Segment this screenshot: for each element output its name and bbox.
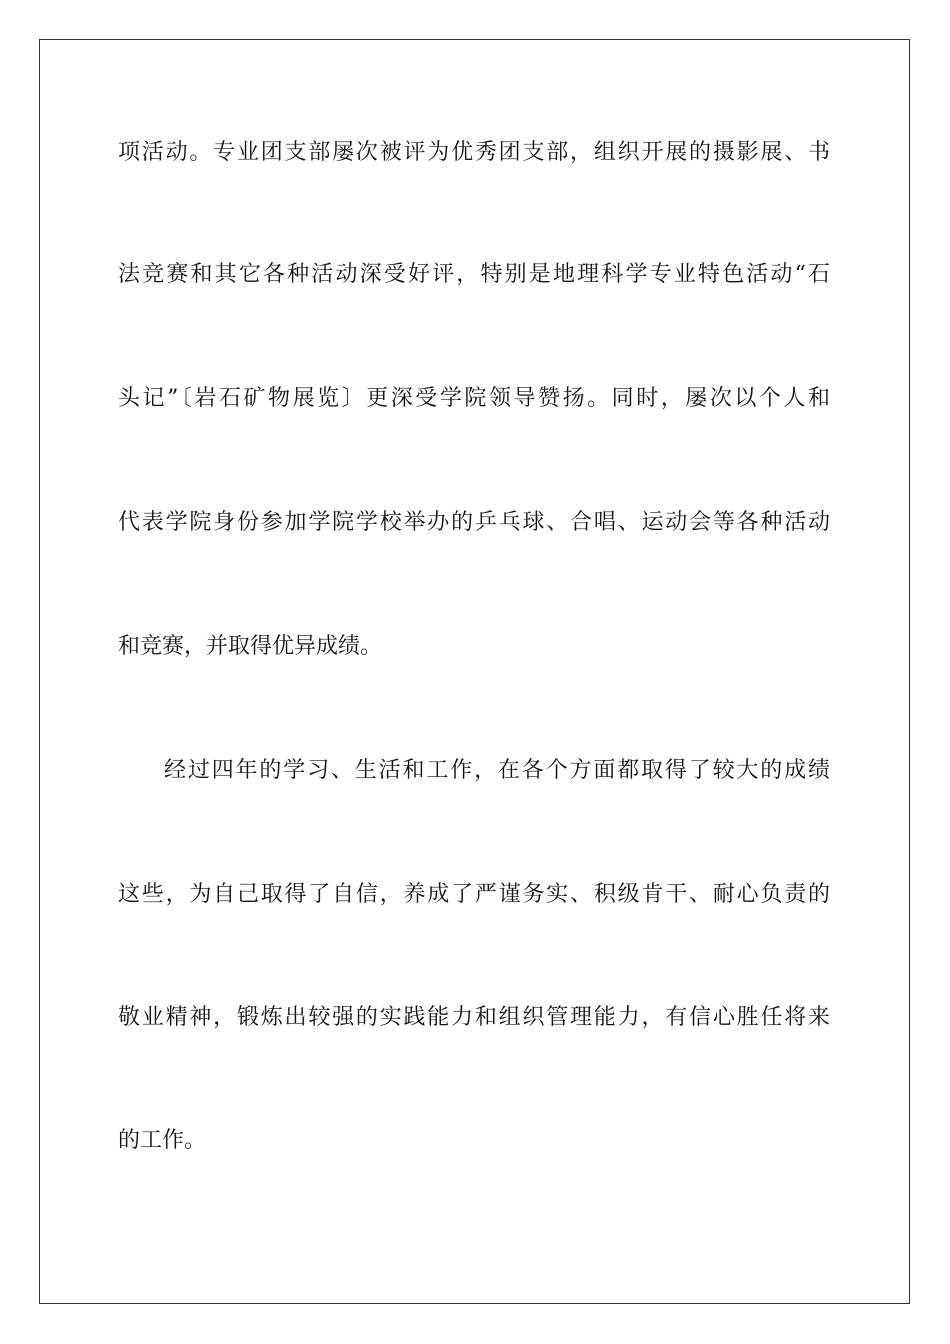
paragraph-2-line-2: 这些，为自己取得了自信，养成了严谨务实、积级肯干、耐心负责的: [118, 882, 830, 907]
page-border: [39, 39, 910, 1304]
paragraph-1-line-3: 头记”〔岩石矿物展览〕更深受学院领导赞扬。同时，屡次以个人和: [118, 386, 830, 411]
paragraph-1-line-4: 代表学院身份参加学院学校举办的乒乓球、合唱、运动会等各种活动: [118, 510, 830, 535]
paragraph-1-line-1: 项活动。专业团支部屡次被评为优秀团支部，组织开展的摄影展、书: [118, 140, 830, 165]
paragraph-2-line-4: 的工作。: [118, 1128, 207, 1153]
paragraph-1-line-5: 和竞赛，并取得优异成绩。: [118, 634, 383, 659]
paragraph-2-line-1: 经过四年的学习、生活和工作，在各个方面都取得了较大的成绩: [164, 758, 830, 783]
paragraph-1-line-2: 法竞赛和其它各种活动深受好评，特别是地理科学专业特色活动“石: [118, 262, 830, 287]
paragraph-2-line-3: 敬业精神，锻炼出较强的实践能力和组织管理能力，有信心胜任将来: [118, 1005, 830, 1030]
